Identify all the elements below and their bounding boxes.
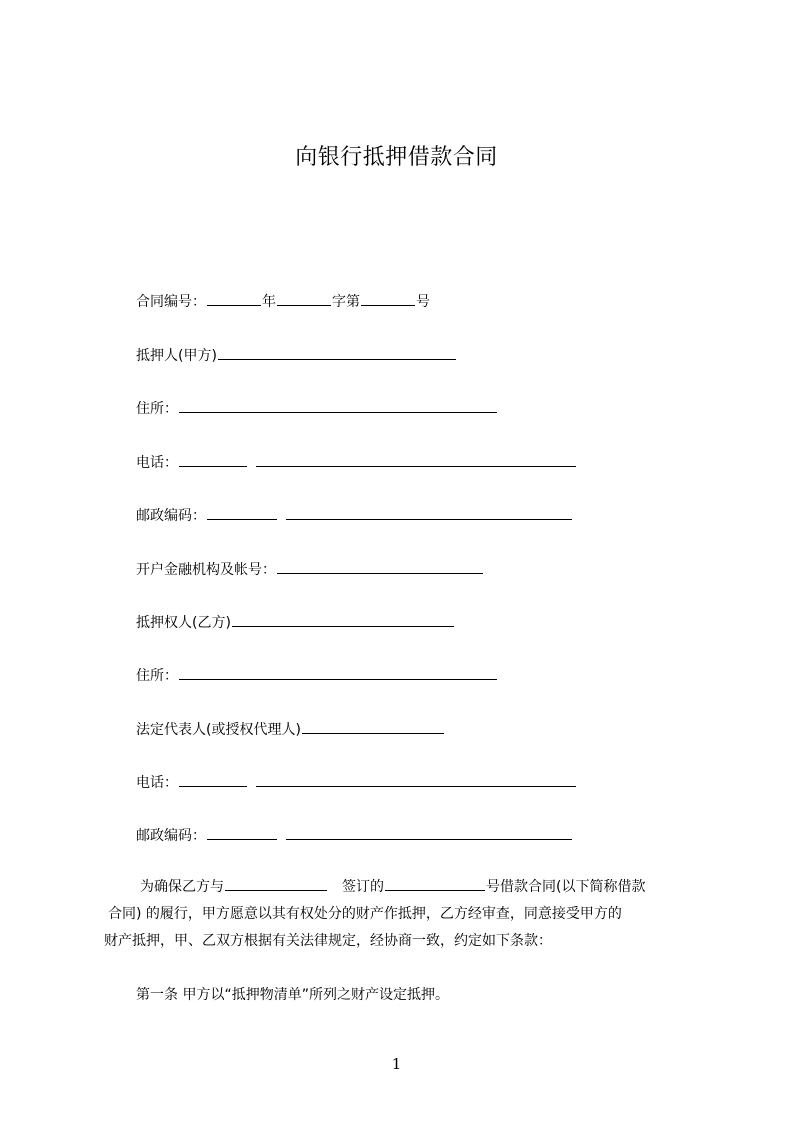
mortgagor-field: [136, 345, 457, 366]
mortgagee-field: [136, 612, 455, 633]
mortgagee-label: 抵押权人(乙方): [136, 615, 231, 631]
hao-label: 号: [416, 294, 430, 310]
year-blank[interactable]: [207, 291, 261, 306]
legal-representative-field: [136, 719, 445, 740]
bank-account-field: [136, 559, 484, 580]
phone-b-blank-2[interactable]: [256, 772, 576, 787]
phone-a-blank-1[interactable]: [179, 452, 247, 467]
postal-a-blank-2[interactable]: [286, 505, 572, 520]
phone-b-field: [136, 772, 577, 793]
contract-number-label: 合同编号：: [136, 294, 206, 310]
party-b-blank[interactable]: [225, 876, 327, 891]
postal-a-field: [136, 505, 573, 526]
page-number: 1: [391, 1055, 402, 1073]
bank-account-blank[interactable]: [277, 559, 483, 574]
postal-b-blank-1[interactable]: [207, 825, 277, 840]
address-a-field: [136, 398, 498, 419]
intro-text-a: 为确保乙方与: [140, 879, 224, 895]
legal-representative-blank[interactable]: [302, 719, 444, 734]
loan-contract-no-blank[interactable]: [385, 876, 485, 891]
year-label: 年: [262, 294, 276, 310]
address-b-field: [136, 665, 498, 686]
postal-a-label: 邮政编码：: [136, 508, 206, 524]
postal-b-field: [136, 825, 573, 846]
address-a-label: 住所：: [136, 401, 178, 417]
intro-line-1: [104, 874, 704, 901]
zi-blank[interactable]: [277, 291, 331, 306]
mortgagee-blank[interactable]: [232, 612, 454, 627]
phone-a-field: [136, 452, 577, 473]
intro-text-b: 签订的: [342, 879, 384, 895]
bank-account-label: 开户金融机构及帐号：: [136, 562, 276, 578]
phone-b-blank-1[interactable]: [179, 772, 247, 787]
intro-line-2: 合同) 的履行，甲方愿意以其有权处分的财产作抵押，乙方经审查，同意接受甲方的: [108, 906, 622, 922]
phone-a-blank-2[interactable]: [256, 452, 576, 467]
address-a-blank[interactable]: [179, 398, 497, 413]
postal-a-blank-1[interactable]: [207, 505, 277, 520]
mortgagor-label: 抵押人(甲方): [136, 348, 217, 364]
intro-text-c: 号借款合同(以下简称借款: [486, 879, 646, 895]
document-title: 向银行抵押借款合同: [295, 145, 498, 170]
mortgagor-blank[interactable]: [218, 345, 456, 360]
number-blank[interactable]: [361, 291, 415, 306]
address-b-blank[interactable]: [179, 665, 497, 680]
intro-paragraph: [104, 874, 704, 955]
legal-representative-label: 法定代表人(或授权代理人): [136, 722, 301, 738]
article-1: 第一条 甲方以“抵押物清单”所列之财产设定抵押。: [136, 987, 449, 1003]
intro-line-3: 财产抵押，甲、乙双方根据有关法律规定，经协商一致，约定如下条款：: [104, 933, 552, 949]
zi-di-label: 字第: [332, 294, 360, 310]
postal-b-label: 邮政编码：: [136, 828, 206, 844]
phone-b-label: 电话：: [136, 775, 178, 791]
postal-b-blank-2[interactable]: [286, 825, 572, 840]
contract-number-field: [136, 291, 430, 312]
phone-a-label: 电话：: [136, 455, 178, 471]
address-b-label: 住所：: [136, 668, 178, 684]
